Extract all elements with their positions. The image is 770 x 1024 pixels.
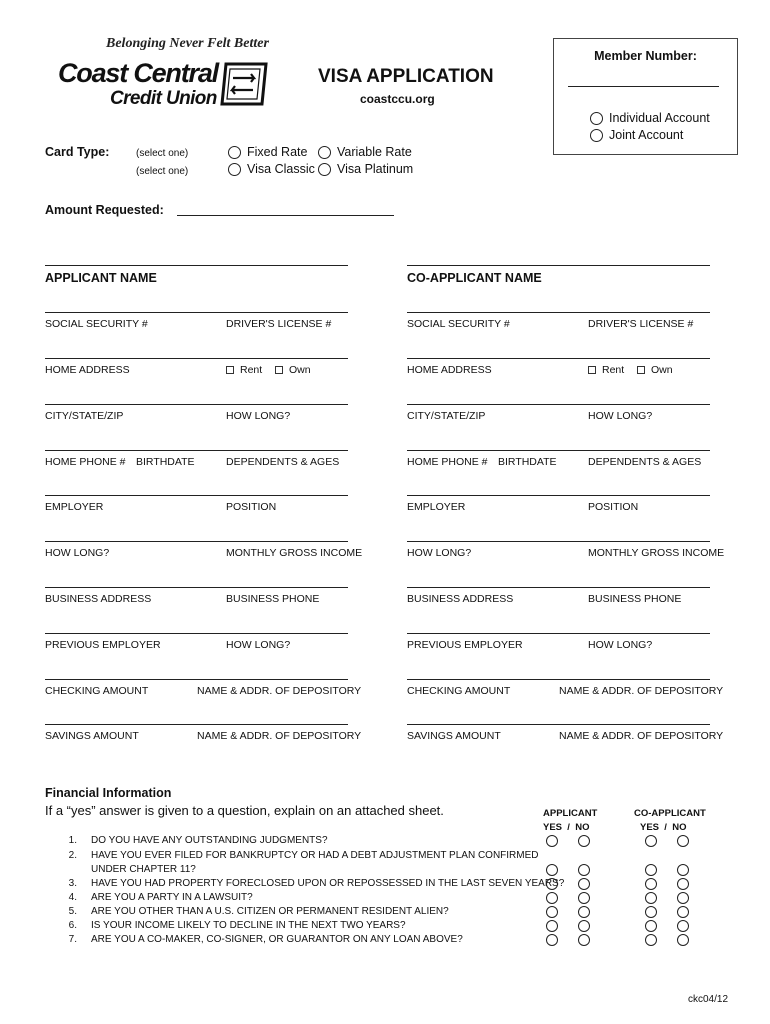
applicant-q6-no-radio[interactable] [578,920,590,932]
coapplicant-birthdate-label: BIRTHDATE [498,456,557,468]
question-text: DO YOU HAVE ANY OUTSTANDING JUDGMENTS? [91,835,328,846]
applicant-savings-label: SAVINGS AMOUNT [45,730,139,742]
coapplicant-q4-no-radio[interactable] [677,892,689,904]
applicant-name-heading: APPLICANT NAME [45,271,157,285]
checkbox-icon[interactable] [588,366,596,374]
applicant-employer-field[interactable] [45,495,348,496]
coapplicant-rent-label: Rent [602,364,625,376]
applicant-q4-yes-radio[interactable] [546,892,558,904]
question-number: 4. [68,892,77,903]
applicant-prev-howlong-label: HOW LONG? [226,639,291,651]
variable-rate-option[interactable] [318,145,412,159]
question-text: ARE YOU A PARTY IN A LAWSUIT? [91,892,253,903]
applicant-column-header: APPLICANT [543,808,598,819]
financial-info-title: Financial Information [45,786,172,800]
individual-account-option[interactable] [590,111,710,125]
applicant-savings-field[interactable] [45,724,348,725]
tagline: Belonging Never Felt Better [106,36,269,51]
applicant-employer-label: EMPLOYER [45,501,104,513]
coapplicant-ssn-label: SOCIAL SECURITY # [407,318,510,330]
visa-platinum-option[interactable] [318,162,413,176]
coapplicant-biz-address-field[interactable] [407,587,710,588]
question-text: HAVE YOU HAD PROPERTY FORECLOSED UPON OR REPOSSESSED IN THE LAST SEVEN YEARS? [91,878,565,889]
coapplicant-name-field[interactable] [407,265,710,266]
coapplicant-phone-label: HOME PHONE # [407,456,488,468]
radio-icon[interactable] [590,129,603,142]
coapplicant-checking-label: CHECKING AMOUNT [407,685,511,697]
radio-icon[interactable] [228,163,241,176]
question-text: IS YOUR INCOME LIKELY TO DECLINE IN THE NEXT TWO YEARS? [91,920,406,931]
coapplicant-savings-label: SAVINGS AMOUNT [407,730,501,742]
coapplicant-own-option[interactable] [637,364,673,376]
applicant-address-field[interactable] [45,358,348,359]
coapplicant-biz-address-label: BUSINESS ADDRESS [407,593,514,605]
applicant-q3-no-radio[interactable] [578,878,590,890]
coapplicant-name-heading: CO-APPLICANT NAME [407,271,542,285]
visa-classic-option[interactable] [228,162,315,176]
applicant-own-option[interactable] [275,364,311,376]
question-text-continued: UNDER CHAPTER 11? [91,864,196,875]
coapplicant-q2-no-radio[interactable] [677,864,689,876]
applicant-q4-no-radio[interactable] [578,892,590,904]
applicant-rent-option[interactable] [226,364,262,376]
coapplicant-prev-employer-field[interactable] [407,633,710,634]
coapplicant-savings-dep-label: NAME & ADDR. OF DEPOSITORY [559,730,724,742]
applicant-emp-howlong-label: HOW LONG? [45,547,110,559]
coapplicant-rent-option[interactable] [588,364,624,376]
coapplicant-q7-no-radio[interactable] [677,934,689,946]
applicant-prev-employer-field[interactable] [45,633,348,634]
coapplicant-prev-employer-label: PREVIOUS EMPLOYER [407,639,523,651]
question-number: 3. [68,878,77,889]
coapplicant-employer-label: EMPLOYER [407,501,466,513]
coapplicant-column-header: CO-APPLICANT [634,808,706,819]
coapplicant-checking-dep-label: NAME & ADDR. OF DEPOSITORY [559,685,724,697]
coapplicant-q7-yes-radio[interactable] [645,934,657,946]
applicant-howlong-label: HOW LONG? [226,410,291,422]
applicant-q5-no-radio[interactable] [578,906,590,918]
applicant-q7-yes-radio[interactable] [546,934,558,946]
applicant-city-label: CITY/STATE/ZIP [45,410,124,422]
coapplicant-q5-no-radio[interactable] [677,906,689,918]
card-type-hint-2: (select one) [136,166,189,177]
radio-icon[interactable] [590,112,603,125]
website: coastccu.org [360,92,435,106]
logo-subname: Credit Union [110,88,217,109]
coapplicant-city-field[interactable] [407,404,710,405]
card-type-hint-1: (select one) [136,148,189,159]
question-text: ARE YOU OTHER THAN A U.S. CITIZEN OR PERMANENT RESIDENT ALIEN? [91,906,449,917]
form-code: ckc04/12 [688,994,729,1005]
applicant-emp-howlong-field[interactable] [45,541,348,542]
visa-platinum-label: Visa Platinum [337,162,414,176]
member-number-field[interactable] [568,86,719,87]
coapplicant-q3-no-radio[interactable] [677,878,689,890]
coapplicant-biz-phone-label: BUSINESS PHONE [588,593,682,605]
question-text: HAVE YOU EVER FILED FOR BANKRUPTCY OR HAD A DEBT ADJUSTMENT PLAN CONFIRMED [91,850,539,861]
applicant-ssn-field[interactable] [45,312,348,313]
applicant-birthdate-label: BIRTHDATE [136,456,195,468]
checkbox-icon[interactable] [226,366,234,374]
coapplicant-address-label: HOME ADDRESS [407,364,492,376]
question-number: 2. [68,850,77,861]
coapplicant-address-field[interactable] [407,358,710,359]
page-title: VISA APPLICATION [318,66,494,87]
applicant-q3-yes-radio[interactable] [546,878,558,890]
applicant-q7-no-radio[interactable] [578,934,590,946]
checkbox-icon[interactable] [637,366,645,374]
radio-icon[interactable] [228,146,241,159]
applicant-rent-label: Rent [240,364,263,376]
applicant-checking-label: CHECKING AMOUNT [45,685,149,697]
coapplicant-q1-yes-radio[interactable] [645,835,657,847]
financial-info-instructions: If a “yes” answer is given to a question, explain on an attached sheet. [45,803,444,818]
joint-account-option[interactable] [590,128,683,142]
fixed-rate-option[interactable] [228,145,307,159]
question-number: 1. [68,835,77,846]
applicant-checking-field[interactable] [45,679,348,680]
applicant-yes-no-header: YES / NO [543,822,590,833]
applicant-phone-label: HOME PHONE # [45,456,126,468]
applicant-q2-yes-radio[interactable] [546,864,558,876]
coapplicant-savings-field[interactable] [407,724,710,725]
applicant-q5-yes-radio[interactable] [546,906,558,918]
amount-requested-label: Amount Requested: [45,203,164,217]
coapplicant-prev-howlong-label: HOW LONG? [588,639,653,651]
applicant-own-label: Own [289,364,311,376]
applicant-biz-phone-label: BUSINESS PHONE [226,593,320,605]
applicant-q2-no-radio[interactable] [578,864,590,876]
applicant-savings-dep-label: NAME & ADDR. OF DEPOSITORY [197,730,362,742]
applicant-prev-employer-label: PREVIOUS EMPLOYER [45,639,161,651]
coapplicant-emp-howlong-label: HOW LONG? [407,547,472,559]
coapplicant-own-label: Own [651,364,673,376]
applicant-q1-no-radio[interactable] [578,835,590,847]
member-number-label: Member Number: [594,49,697,63]
applicant-city-field[interactable] [45,404,348,405]
question-number: 5. [68,906,77,917]
coapplicant-q3-yes-radio[interactable] [645,878,657,890]
coapplicant-city-label: CITY/STATE/ZIP [407,410,486,422]
applicant-income-label: MONTHLY GROSS INCOME [226,547,363,559]
coapplicant-q2-yes-radio[interactable] [645,864,657,876]
individual-account-label: Individual Account [609,111,710,125]
coapplicant-q6-yes-radio[interactable] [645,920,657,932]
coapplicant-q6-no-radio[interactable] [677,920,689,932]
applicant-ssn-label: SOCIAL SECURITY # [45,318,148,330]
coapplicant-yes-no-header: YES / NO [640,822,687,833]
visa-classic-label: Visa Classic [247,162,315,176]
variable-rate-label: Variable Rate [337,145,412,159]
coapplicant-ssn-field[interactable] [407,312,710,313]
radio-icon[interactable] [318,163,331,176]
applicant-q6-yes-radio[interactable] [546,920,558,932]
applicant-position-label: POSITION [226,501,277,513]
applicant-biz-address-field[interactable] [45,587,348,588]
applicant-address-label: HOME ADDRESS [45,364,130,376]
fixed-rate-label: Fixed Rate [247,145,308,159]
logo-arrows-icon [218,60,270,113]
coapplicant-license-label: DRIVER'S LICENSE # [588,318,694,330]
applicant-phone-field[interactable] [45,450,348,451]
question-text: ARE YOU A CO-MAKER, CO-SIGNER, OR GUARANTOR ON ANY LOAN ABOVE? [91,934,463,945]
coapplicant-income-label: MONTHLY GROSS INCOME [588,547,725,559]
member-number-box [553,38,738,155]
coapplicant-position-label: POSITION [588,501,639,513]
amount-requested-field[interactable] [177,215,394,216]
applicant-license-label: DRIVER'S LICENSE # [226,318,332,330]
coapplicant-q1-no-radio[interactable] [677,835,689,847]
coapplicant-phone-field[interactable] [407,450,710,451]
applicant-q1-yes-radio[interactable] [546,835,558,847]
coapplicant-q4-yes-radio[interactable] [645,892,657,904]
coapplicant-dependents-label: DEPENDENTS & AGES [588,456,702,468]
applicant-checking-dep-label: NAME & ADDR. OF DEPOSITORY [197,685,362,697]
applicant-dependents-label: DEPENDENTS & AGES [226,456,340,468]
applicant-name-field[interactable] [45,265,348,266]
checkbox-icon[interactable] [275,366,283,374]
applicant-biz-address-label: BUSINESS ADDRESS [45,593,152,605]
coapplicant-q5-yes-radio[interactable] [645,906,657,918]
coapplicant-emp-howlong-field[interactable] [407,541,710,542]
coapplicant-checking-field[interactable] [407,679,710,680]
joint-account-label: Joint Account [609,128,684,142]
question-number: 7. [68,934,77,945]
question-number: 6. [68,920,77,931]
coapplicant-employer-field[interactable] [407,495,710,496]
coapplicant-howlong-label: HOW LONG? [588,410,653,422]
radio-icon[interactable] [318,146,331,159]
card-type-label: Card Type: [45,145,110,159]
logo-name: Coast Central [58,58,218,88]
